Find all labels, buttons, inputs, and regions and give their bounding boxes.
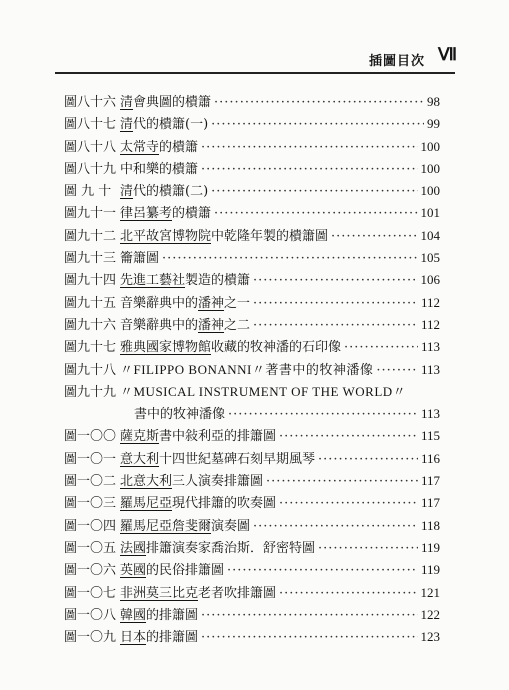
entry-title: 〃FILIPPO BONANNI〃著書中的牧神潘像 <box>120 361 374 377</box>
entry-body <box>120 359 440 378</box>
entry-body <box>120 202 440 221</box>
entry-body <box>120 225 440 244</box>
running-header: 插圖目次 <box>369 54 426 69</box>
dot-leader <box>279 586 417 601</box>
list-item <box>40 289 440 311</box>
list-item <box>40 422 440 444</box>
entry-body <box>120 626 440 645</box>
page-ref: 113 <box>420 361 440 377</box>
page-ref: 112 <box>420 294 440 310</box>
list-item <box>40 534 440 556</box>
underlined-name: 北平故宮博物院 <box>120 228 212 244</box>
figure-number: 圖一〇八 <box>64 607 117 623</box>
entry-title: 羅馬尼亞現代排簫的吹奏圖 <box>120 496 277 512</box>
entry-body <box>120 180 440 199</box>
underlined-name: 清 <box>120 184 134 200</box>
figure-number: 圖一〇六 <box>64 563 117 579</box>
figure-number: 圖一〇七 <box>64 585 117 601</box>
list-item <box>40 333 440 355</box>
dot-leader <box>253 519 418 534</box>
dot-leader <box>211 184 417 199</box>
page-ref: 122 <box>420 606 440 622</box>
figure-number: 圖一〇〇 <box>64 429 117 445</box>
page-ref: 117 <box>420 495 440 511</box>
figure-list <box>40 88 440 645</box>
dot-leader <box>228 407 418 422</box>
underlined-name: 雅典國家博物館 <box>120 340 212 356</box>
figure-number: 圖 九 十 <box>64 184 112 200</box>
underlined-name: 薩克斯 <box>120 429 160 445</box>
underlined-name: 非洲莫三比克 <box>120 585 199 601</box>
figure-number: 圖一〇四 <box>64 518 117 534</box>
entry-title: 北意大利三人演奏排簫圖 <box>120 474 264 490</box>
dot-leader <box>279 496 418 511</box>
entry-title: 日本的排簫圖 <box>120 630 199 646</box>
page-ref: 113 <box>420 406 440 422</box>
underlined-name: 日本 <box>120 630 147 646</box>
page-ref: 115 <box>420 428 440 444</box>
figure-number: 圖九十五 <box>64 295 117 311</box>
entry-body <box>120 582 440 601</box>
dot-leader <box>318 452 418 467</box>
page-ref: 116 <box>420 450 440 466</box>
entry-title: 中和樂的樻簫 <box>120 161 199 177</box>
entry-title: 書中的牧神潘像 <box>134 407 226 423</box>
figure-number: 圖九十七 <box>64 340 117 356</box>
list-item <box>40 222 440 244</box>
page-ref: 104 <box>420 227 440 243</box>
list-item <box>40 445 440 467</box>
underlined-name: 北意大利 <box>120 474 173 490</box>
page-ref: 100 <box>420 160 440 176</box>
page-number: Ⅶ <box>438 45 458 64</box>
entry-body <box>120 559 440 578</box>
underlined-name: 潘神 <box>198 295 225 311</box>
list-item <box>40 133 440 155</box>
entry-body <box>120 91 440 110</box>
dot-leader <box>331 229 417 244</box>
underlined-name: 清 <box>120 117 134 133</box>
underlined-name: 清 <box>120 95 134 110</box>
underlined-name: 韓國 <box>120 607 147 623</box>
entry-title: 清代的樻簫(二) <box>120 184 209 200</box>
dot-leader <box>227 563 418 578</box>
entry-body <box>120 492 440 511</box>
header-rule <box>55 72 455 74</box>
underlined-name: 英國 <box>120 563 147 579</box>
underlined-name: 羅馬尼亞詹斐爾 <box>120 518 212 534</box>
entry-body <box>120 515 440 534</box>
figure-number: 圖一〇三 <box>64 496 117 512</box>
page-ref: 119 <box>420 562 440 578</box>
dot-leader <box>211 117 424 132</box>
entry-body <box>120 269 440 288</box>
page-ref: 100 <box>420 183 440 199</box>
list-item <box>40 512 440 534</box>
list-item <box>40 88 440 110</box>
figure-number: 圖九十三 <box>64 251 117 267</box>
underlined-name: 羅馬尼亞 <box>120 496 173 512</box>
figure-number: 圖一〇二 <box>64 474 117 490</box>
list-item <box>40 623 440 645</box>
figure-number: 圖一〇五 <box>64 540 117 556</box>
list-item <box>40 400 440 422</box>
underlined-name: 先進工藝社 <box>120 273 186 289</box>
entry-title: 先進工藝社製造的樻簫 <box>120 273 251 289</box>
page-ref: 113 <box>420 339 440 355</box>
entry-body <box>120 292 440 311</box>
dot-leader <box>214 206 417 221</box>
list-item <box>40 155 440 177</box>
entry-title: 非洲莫三比克老者吹排簫圖 <box>120 585 277 601</box>
entry-title: 太常寺的樻簫 <box>120 139 199 155</box>
entry-title: 意大利十四世紀墓碑石刻早期風琴 <box>120 451 316 467</box>
entry-body <box>120 381 440 400</box>
figure-number: 圖八十九 <box>64 161 117 177</box>
list-item <box>40 601 440 623</box>
entry-body <box>120 448 440 467</box>
figure-number: 圖八十八 <box>64 139 117 155</box>
dot-leader <box>162 251 417 266</box>
entry-title: 清代的樻簫(一) <box>120 117 209 133</box>
list-item <box>40 467 440 489</box>
entry-title: 律呂纂考的樻簫 <box>120 206 212 222</box>
dot-leader <box>318 541 418 556</box>
entry-body <box>120 247 440 266</box>
figure-number: 圖八十六 <box>64 95 117 110</box>
list-item <box>40 356 440 378</box>
page-ref: 99 <box>427 116 440 132</box>
figure-number: 圖九十九 <box>64 384 117 400</box>
list-item <box>40 266 440 288</box>
dot-leader <box>279 429 418 444</box>
entry-title: 籥簫圖 <box>120 251 160 267</box>
underlined-name: 潘神 <box>198 317 225 333</box>
entry-body <box>120 113 440 132</box>
entry-body <box>120 470 440 489</box>
entry-title: 薩克斯書中敍利亞的排簫圖 <box>120 429 277 445</box>
entry-title: 法國排簫演奏家喬治斯．舒密特圖 <box>120 540 316 556</box>
entry-body <box>120 425 440 444</box>
figure-number: 圖九十六 <box>64 317 117 333</box>
page-ref: 106 <box>420 272 440 288</box>
page-ref: 123 <box>420 629 440 645</box>
figure-number: 圖九十一 <box>64 206 117 222</box>
entry-title: 音樂辭典中的潘神之一 <box>120 295 251 311</box>
figure-number: 圖一〇一 <box>64 451 117 467</box>
underlined-name: 法國 <box>120 540 147 556</box>
figure-number: 圖九十八 <box>64 362 117 378</box>
dot-leader <box>201 608 417 623</box>
dot-leader <box>266 474 418 489</box>
dot-leader <box>214 95 424 110</box>
page-ref: 100 <box>420 138 440 154</box>
list-item <box>40 110 440 132</box>
page-ref: 117 <box>420 473 440 489</box>
list-item <box>40 556 440 578</box>
dot-leader <box>201 630 417 645</box>
dot-leader <box>253 273 417 288</box>
page-ref: 105 <box>420 250 440 266</box>
entry-title: 英國的民俗排簫圖 <box>120 563 225 579</box>
underlined-name: 意大利 <box>120 451 160 467</box>
dot-leader <box>201 140 417 155</box>
entry-body <box>120 336 440 355</box>
entry-body <box>120 604 440 623</box>
dot-leader <box>376 363 418 378</box>
figure-number: 圖九十四 <box>64 273 117 289</box>
dot-leader <box>201 162 417 177</box>
page-ref: 98 <box>427 94 440 109</box>
list-item <box>40 311 440 333</box>
entry-body <box>120 136 440 155</box>
entry-title: 音樂辭典中的潘神之二 <box>120 317 251 333</box>
list-item <box>40 579 440 601</box>
page-ref: 118 <box>420 517 440 533</box>
list-item <box>40 199 440 221</box>
page-ref: 112 <box>420 316 440 332</box>
dot-leader <box>344 340 418 355</box>
dot-leader <box>253 296 418 311</box>
underlined-name: 太常寺 <box>120 139 160 155</box>
entry-title: 韓國的排簫圖 <box>120 607 199 623</box>
list-item <box>40 177 440 199</box>
entry-title: 北平故宮博物院中乾隆年製的樻簫圖 <box>120 228 329 244</box>
list-item <box>40 489 440 511</box>
entry-title: 羅馬尼亞詹斐爾演奏圖 <box>120 518 251 534</box>
dot-leader <box>253 318 418 333</box>
underlined-name: 律呂纂考 <box>120 206 173 222</box>
page-ref: 121 <box>420 584 440 600</box>
entry-title: 〃MUSICAL INSTRUMENT OF THE WORLD〃 <box>120 383 407 399</box>
list-item <box>40 378 440 400</box>
page-ref: 101 <box>420 205 440 221</box>
figure-number: 圖八十七 <box>64 117 117 133</box>
list-item <box>40 244 440 266</box>
entry-title: 雅典國家博物館收藏的牧神潘的石印像 <box>120 340 342 356</box>
entry-body <box>120 314 440 333</box>
entry-body <box>120 158 440 177</box>
figure-number: 圖一〇九 <box>64 630 117 646</box>
entry-body <box>120 537 440 556</box>
figure-number: 圖九十二 <box>64 228 117 244</box>
entry-title: 清會典圖的樻簫 <box>120 95 212 110</box>
page-ref: 119 <box>420 539 440 555</box>
entry-body <box>120 403 440 422</box>
